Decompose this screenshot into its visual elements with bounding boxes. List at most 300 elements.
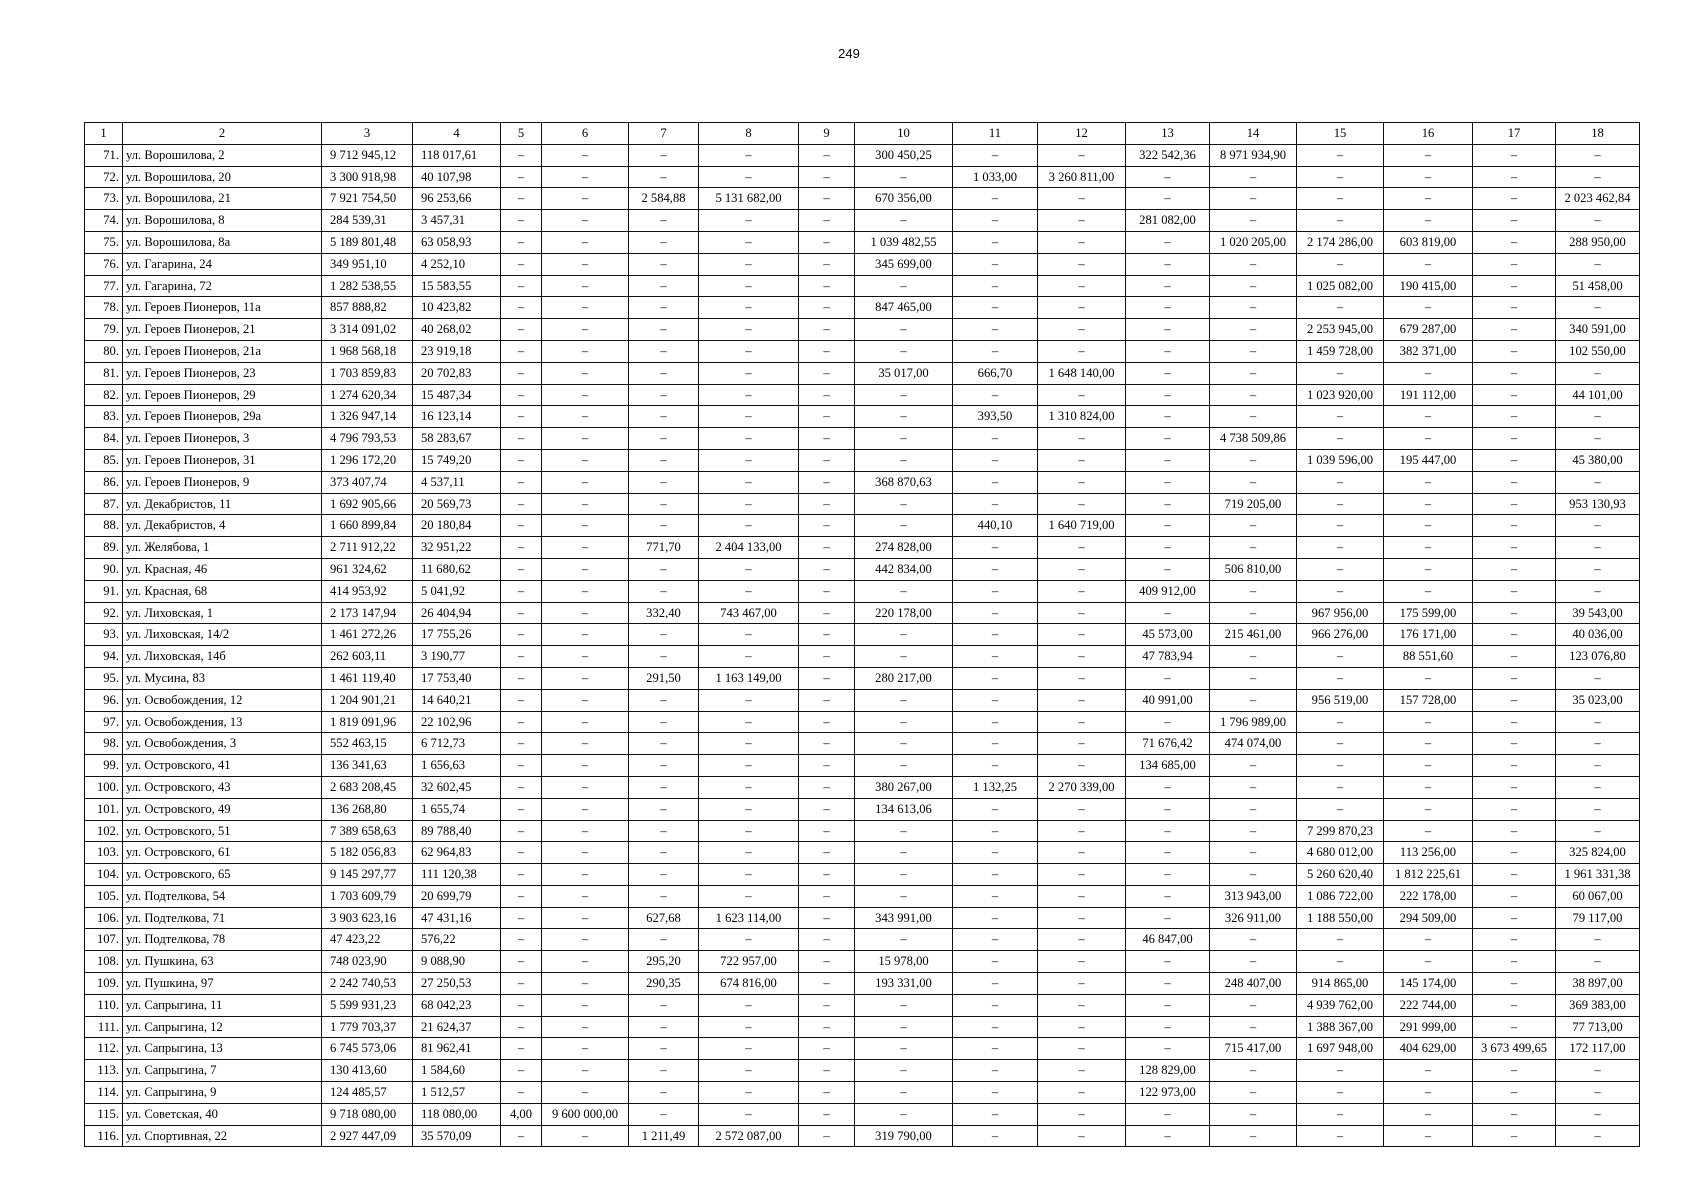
amount-cell: 1 023 920,00 [1297, 384, 1384, 406]
amount-cell: – [953, 885, 1038, 907]
amount-cell: – [953, 471, 1038, 493]
amount-cell: – [1473, 1103, 1556, 1125]
amount-cell: – [799, 667, 855, 689]
amount-cell: – [501, 711, 542, 733]
amount-cell: 123 076,80 [1556, 646, 1640, 668]
amount-cell: – [1126, 951, 1210, 973]
amount-cell: 603 819,00 [1384, 231, 1473, 253]
amount-cell: 222 178,00 [1384, 885, 1473, 907]
amount-cell: – [799, 689, 855, 711]
row-number-cell: 100. [85, 776, 123, 798]
amount-cell: – [699, 580, 799, 602]
amount-cell: – [542, 188, 629, 210]
amount-cell: – [501, 515, 542, 537]
amount-cell: – [1297, 253, 1384, 275]
amount-cell: – [1556, 515, 1640, 537]
amount-cell: – [1038, 1082, 1126, 1104]
amount-cell: 175 599,00 [1384, 602, 1473, 624]
address-cell: ул. Сапрыгина, 12 [123, 1016, 322, 1038]
amount-cell: 63 058,93 [413, 231, 501, 253]
amount-cell: – [855, 1060, 953, 1082]
amount-cell: – [1038, 973, 1126, 995]
amount-cell: – [799, 166, 855, 188]
amount-cell: – [953, 798, 1038, 820]
amount-cell: – [1038, 951, 1126, 973]
amount-cell: – [1126, 319, 1210, 341]
row-number-cell: 97. [85, 711, 123, 733]
amount-cell: – [1556, 929, 1640, 951]
amount-cell: – [699, 1103, 799, 1125]
amount-cell: – [1556, 798, 1640, 820]
address-cell: ул. Ворошилова, 21 [123, 188, 322, 210]
amount-cell: – [1038, 755, 1126, 777]
amount-cell: – [799, 820, 855, 842]
amount-cell: – [1126, 428, 1210, 450]
amount-cell: – [1297, 711, 1384, 733]
amount-cell: – [1126, 515, 1210, 537]
row-number-cell: 98. [85, 733, 123, 755]
amount-cell: – [1297, 362, 1384, 384]
table-row [85, 144, 1640, 166]
amount-cell: – [1210, 864, 1297, 886]
row-number-cell: 90. [85, 558, 123, 580]
address-cell: ул. Героев Пионеров, 9 [123, 471, 322, 493]
row-number-cell: 71. [85, 144, 123, 166]
amount-cell: 22 102,96 [413, 711, 501, 733]
amount-cell: – [1038, 319, 1126, 341]
amount-cell: – [799, 755, 855, 777]
amount-cell: – [501, 798, 542, 820]
amount-cell: 195 447,00 [1384, 449, 1473, 471]
amount-cell: 15 487,34 [413, 384, 501, 406]
amount-cell: – [1556, 297, 1640, 319]
amount-cell: – [1210, 471, 1297, 493]
amount-cell: – [629, 755, 699, 777]
amount-cell: – [542, 319, 629, 341]
row-number-cell: 76. [85, 253, 123, 275]
header-row [85, 123, 1640, 145]
amount-cell: – [1384, 951, 1473, 973]
amount-cell: 5 182 056,83 [322, 842, 413, 864]
amount-cell: – [501, 689, 542, 711]
amount-cell: – [1126, 842, 1210, 864]
amount-cell: – [1210, 1103, 1297, 1125]
amount-cell: 857 888,82 [322, 297, 413, 319]
amount-cell: – [542, 667, 629, 689]
amount-cell: – [855, 1103, 953, 1125]
amount-cell: 1 660 899,84 [322, 515, 413, 537]
amount-cell: – [1473, 493, 1556, 515]
amount-cell: 35 017,00 [855, 362, 953, 384]
table-row [85, 798, 1640, 820]
amount-cell: 295,20 [629, 951, 699, 973]
amount-cell: 47 423,22 [322, 929, 413, 951]
column-header-9: 9 [799, 123, 855, 145]
address-cell: ул. Советская, 40 [123, 1103, 322, 1125]
amount-cell: 368 870,63 [855, 471, 953, 493]
table-row [85, 646, 1640, 668]
amount-cell: 16 123,14 [413, 406, 501, 428]
amount-cell: – [1384, 1060, 1473, 1082]
amount-cell: – [1038, 471, 1126, 493]
amount-cell: – [542, 689, 629, 711]
amount-cell: – [1473, 667, 1556, 689]
amount-cell: 715 417,00 [1210, 1038, 1297, 1060]
amount-cell: – [1126, 1125, 1210, 1147]
amount-cell: 35 023,00 [1556, 689, 1640, 711]
table-row [85, 449, 1640, 471]
amount-cell: – [629, 733, 699, 755]
amount-cell: 5 189 801,48 [322, 231, 413, 253]
amount-cell: – [501, 188, 542, 210]
amount-cell: 2 404 133,00 [699, 537, 799, 559]
amount-cell: 404 629,00 [1384, 1038, 1473, 1060]
amount-cell: 32 602,45 [413, 776, 501, 798]
amount-cell: – [501, 1060, 542, 1082]
amount-cell: – [1210, 319, 1297, 341]
amount-cell: – [542, 297, 629, 319]
amount-cell: 2 584,88 [629, 188, 699, 210]
table-row [85, 362, 1640, 384]
amount-cell: – [1126, 973, 1210, 995]
amount-cell: – [1384, 776, 1473, 798]
amount-cell: – [542, 646, 629, 668]
amount-cell: – [799, 864, 855, 886]
amount-cell: – [629, 231, 699, 253]
amount-cell: – [629, 798, 699, 820]
amount-cell: 77 713,00 [1556, 1016, 1640, 1038]
amount-cell: 111 120,38 [413, 864, 501, 886]
address-cell: ул. Лиховская, 14/2 [123, 624, 322, 646]
address-cell: ул. Героев Пионеров, 21 [123, 319, 322, 341]
amount-cell: – [1384, 537, 1473, 559]
amount-cell: 215 461,00 [1210, 624, 1297, 646]
amount-cell: – [699, 144, 799, 166]
amount-cell: – [855, 340, 953, 362]
amount-cell: 743 467,00 [699, 602, 799, 624]
amount-cell: – [1210, 602, 1297, 624]
amount-cell: 51 458,00 [1556, 275, 1640, 297]
amount-cell: 1 326 947,14 [322, 406, 413, 428]
amount-cell: 1 697 948,00 [1297, 1038, 1384, 1060]
amount-cell: – [1210, 253, 1297, 275]
amount-cell: 1 274 620,34 [322, 384, 413, 406]
amount-cell: – [799, 842, 855, 864]
amount-cell: – [1038, 340, 1126, 362]
amount-cell: – [855, 319, 953, 341]
amount-cell: – [699, 210, 799, 232]
amount-cell: 134 613,06 [855, 798, 953, 820]
amount-cell: 176 171,00 [1384, 624, 1473, 646]
amount-cell: – [699, 646, 799, 668]
address-cell: ул. Островского, 49 [123, 798, 322, 820]
row-number-cell: 94. [85, 646, 123, 668]
address-cell: ул. Островского, 43 [123, 776, 322, 798]
amount-cell: 290,35 [629, 973, 699, 995]
amount-cell: – [501, 362, 542, 384]
amount-cell: 1 512,57 [413, 1082, 501, 1104]
amount-cell: 326 911,00 [1210, 907, 1297, 929]
amount-cell: – [1473, 864, 1556, 886]
amount-cell: 2 927 447,09 [322, 1125, 413, 1147]
amount-cell: – [1210, 842, 1297, 864]
amount-cell: 440,10 [953, 515, 1038, 537]
amount-cell: 26 404,94 [413, 602, 501, 624]
amount-cell: 966 276,00 [1297, 624, 1384, 646]
amount-cell: – [1384, 820, 1473, 842]
amount-cell: – [1038, 144, 1126, 166]
amount-cell: – [629, 1103, 699, 1125]
amount-cell: 222 744,00 [1384, 994, 1473, 1016]
address-cell: ул. Лиховская, 1 [123, 602, 322, 624]
amount-cell: 291 999,00 [1384, 1016, 1473, 1038]
amount-cell: – [1473, 689, 1556, 711]
amount-cell: – [1556, 166, 1640, 188]
amount-cell: 506 810,00 [1210, 558, 1297, 580]
amount-cell: 1 204 901,21 [322, 689, 413, 711]
amount-cell: – [953, 689, 1038, 711]
amount-cell: – [1126, 558, 1210, 580]
amount-cell: – [1556, 471, 1640, 493]
amount-cell: – [1126, 602, 1210, 624]
amount-cell: – [1297, 493, 1384, 515]
row-number-cell: 72. [85, 166, 123, 188]
amount-cell: – [699, 340, 799, 362]
amount-cell: – [1038, 842, 1126, 864]
amount-cell: – [1038, 602, 1126, 624]
amount-cell: – [1038, 929, 1126, 951]
amount-cell: – [699, 798, 799, 820]
row-number-cell: 96. [85, 689, 123, 711]
amount-cell: 3 314 091,02 [322, 319, 413, 341]
amount-cell: – [1473, 340, 1556, 362]
amount-cell: 313 943,00 [1210, 885, 1297, 907]
amount-cell: – [542, 144, 629, 166]
amount-cell: 118 017,61 [413, 144, 501, 166]
amount-cell: – [699, 1038, 799, 1060]
amount-cell: 40 268,02 [413, 319, 501, 341]
table-row [85, 1082, 1640, 1104]
amount-cell: – [1384, 166, 1473, 188]
amount-cell: 284 539,31 [322, 210, 413, 232]
amount-cell: – [1126, 907, 1210, 929]
amount-cell: – [855, 842, 953, 864]
amount-cell: – [699, 755, 799, 777]
amount-cell: – [542, 210, 629, 232]
amount-cell: 20 699,79 [413, 885, 501, 907]
column-header-7: 7 [629, 123, 699, 145]
amount-cell: – [1297, 515, 1384, 537]
amount-cell: – [501, 253, 542, 275]
amount-cell: – [629, 253, 699, 275]
address-cell: ул. Героев Пионеров, 21а [123, 340, 322, 362]
amount-cell: – [799, 994, 855, 1016]
amount-cell: – [501, 667, 542, 689]
amount-cell: – [953, 755, 1038, 777]
amount-cell: – [855, 885, 953, 907]
column-header-17: 17 [1473, 123, 1556, 145]
amount-cell: – [1210, 580, 1297, 602]
amount-cell: 40 991,00 [1126, 689, 1210, 711]
amount-cell: – [629, 362, 699, 384]
amount-cell: – [629, 646, 699, 668]
amount-cell: – [1038, 711, 1126, 733]
amount-cell: 4 680 012,00 [1297, 842, 1384, 864]
amount-cell: 193 331,00 [855, 973, 953, 995]
amount-cell: – [1473, 1082, 1556, 1104]
amount-cell: 89 788,40 [413, 820, 501, 842]
amount-cell: – [1473, 362, 1556, 384]
amount-cell: 15 749,20 [413, 449, 501, 471]
amount-cell: 4,00 [501, 1103, 542, 1125]
amount-cell: – [542, 951, 629, 973]
address-cell: ул. Героев Пионеров, 23 [123, 362, 322, 384]
table-row [85, 471, 1640, 493]
column-header-5: 5 [501, 123, 542, 145]
amount-cell: – [699, 1082, 799, 1104]
amount-cell: 157 728,00 [1384, 689, 1473, 711]
amount-cell: – [953, 493, 1038, 515]
table-row [85, 297, 1640, 319]
amount-cell: – [1210, 646, 1297, 668]
amount-cell: – [1210, 667, 1297, 689]
amount-cell: 300 450,25 [855, 144, 953, 166]
amount-cell: – [1038, 1060, 1126, 1082]
amount-cell: – [501, 929, 542, 951]
amount-cell: – [1473, 951, 1556, 973]
amount-cell: – [501, 428, 542, 450]
table-row [85, 253, 1640, 275]
amount-cell: – [953, 537, 1038, 559]
column-header-16: 16 [1384, 123, 1473, 145]
amount-cell: – [1297, 646, 1384, 668]
amount-cell: – [629, 340, 699, 362]
amount-cell: – [1556, 1103, 1640, 1125]
amount-cell: – [542, 973, 629, 995]
amount-cell: 1 086 722,00 [1297, 885, 1384, 907]
amount-cell: – [1126, 820, 1210, 842]
amount-cell: – [699, 166, 799, 188]
amount-cell: – [1384, 733, 1473, 755]
amount-cell: – [1210, 406, 1297, 428]
amount-cell: – [953, 646, 1038, 668]
amount-cell: 5 041,92 [413, 580, 501, 602]
amount-cell: – [799, 253, 855, 275]
amount-cell: – [699, 558, 799, 580]
address-cell: ул. Подтелкова, 78 [123, 929, 322, 951]
table-row [85, 1016, 1640, 1038]
amount-cell: – [629, 820, 699, 842]
amount-cell: 45 380,00 [1556, 449, 1640, 471]
amount-cell: – [799, 646, 855, 668]
row-number-cell: 74. [85, 210, 123, 232]
amount-cell: 847 465,00 [855, 297, 953, 319]
amount-cell: – [1384, 406, 1473, 428]
amount-cell: – [542, 1082, 629, 1104]
amount-cell: – [1473, 929, 1556, 951]
table-row [85, 428, 1640, 450]
amount-cell: – [1210, 994, 1297, 1016]
amount-cell: – [1384, 188, 1473, 210]
amount-cell: – [501, 166, 542, 188]
amount-cell: 1 796 989,00 [1210, 711, 1297, 733]
amount-cell: – [1297, 537, 1384, 559]
amount-cell: – [953, 842, 1038, 864]
amount-cell: – [1384, 210, 1473, 232]
address-cell: ул. Декабристов, 11 [123, 493, 322, 515]
amount-cell: – [855, 864, 953, 886]
amount-cell: – [542, 1125, 629, 1147]
table-row [85, 776, 1640, 798]
amount-cell: 190 415,00 [1384, 275, 1473, 297]
amount-cell: 113 256,00 [1384, 842, 1473, 864]
amount-cell: – [855, 493, 953, 515]
table-row [85, 558, 1640, 580]
amount-cell: 1 655,74 [413, 798, 501, 820]
amount-cell: – [953, 602, 1038, 624]
amount-cell: – [1126, 537, 1210, 559]
amount-cell: – [629, 776, 699, 798]
amount-cell: 1 584,60 [413, 1060, 501, 1082]
amount-cell: 319 790,00 [855, 1125, 953, 1147]
amount-cell: – [855, 210, 953, 232]
address-cell: ул. Ворошилова, 8а [123, 231, 322, 253]
amount-cell: 914 865,00 [1297, 973, 1384, 995]
amount-cell: 1 692 905,66 [322, 493, 413, 515]
amount-cell: – [1384, 471, 1473, 493]
amount-cell: 382 371,00 [1384, 340, 1473, 362]
amount-cell: – [799, 1038, 855, 1060]
amount-cell: – [1556, 711, 1640, 733]
amount-cell: – [953, 907, 1038, 929]
amount-cell: – [1210, 820, 1297, 842]
amount-cell: – [501, 449, 542, 471]
amount-cell: – [1473, 558, 1556, 580]
amount-cell: – [953, 558, 1038, 580]
amount-cell: – [501, 1082, 542, 1104]
amount-cell: – [629, 1060, 699, 1082]
amount-cell: – [542, 558, 629, 580]
amount-cell: – [855, 406, 953, 428]
amount-cell: – [629, 1016, 699, 1038]
amount-cell: – [629, 275, 699, 297]
amount-cell: – [1210, 188, 1297, 210]
amount-cell: – [1210, 951, 1297, 973]
row-number-cell: 109. [85, 973, 123, 995]
amount-cell: – [1556, 1082, 1640, 1104]
amount-cell: – [542, 515, 629, 537]
amount-cell: 102 550,00 [1556, 340, 1640, 362]
amount-cell: – [1556, 210, 1640, 232]
amount-cell: – [1473, 820, 1556, 842]
amount-cell: 1 033,00 [953, 166, 1038, 188]
amount-cell: – [1038, 537, 1126, 559]
amount-cell: 62 964,83 [413, 842, 501, 864]
amount-cell: – [1384, 755, 1473, 777]
table-row [85, 210, 1640, 232]
amount-cell: – [1556, 1125, 1640, 1147]
amount-cell: – [799, 210, 855, 232]
amount-cell: – [501, 646, 542, 668]
amount-cell: 20 180,84 [413, 515, 501, 537]
amount-cell: – [1473, 907, 1556, 929]
amount-cell: 3 190,77 [413, 646, 501, 668]
amount-cell: – [799, 319, 855, 341]
amount-cell: – [1126, 275, 1210, 297]
amount-cell: 2 253 945,00 [1297, 319, 1384, 341]
amount-cell: – [629, 689, 699, 711]
amount-cell: 20 569,73 [413, 493, 501, 515]
